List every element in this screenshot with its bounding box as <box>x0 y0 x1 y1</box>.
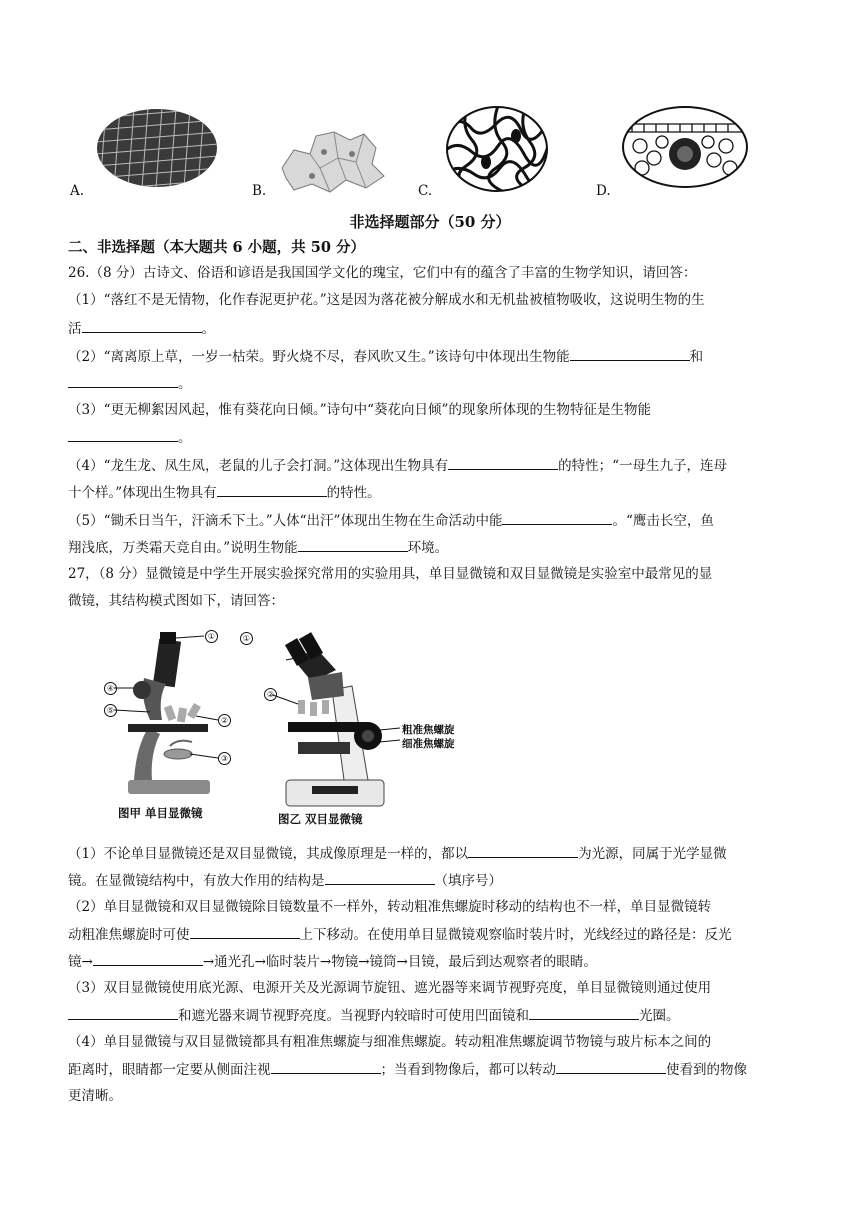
marker-1-binocular: ① <box>240 632 253 645</box>
option-d-image <box>622 106 748 192</box>
option-b-label: B. <box>252 183 267 199</box>
q27-part2-line1: （2）单目显微镜和双目显微镜除目镜数量不一样外，转动粗准焦螺旋时移动的结构也不一样，单目显微镜转 <box>68 899 712 915</box>
option-c-image <box>446 106 548 196</box>
answer-blank[interactable] <box>271 1059 381 1074</box>
q26-part2-line1: （2）“离离原上草，一岁一枯荣。野火烧不尽，春风吹又生。”该诗句中体现出生物能 和 <box>68 346 798 367</box>
monocular-microscope-figure <box>100 628 230 802</box>
answer-blank[interactable] <box>448 455 558 470</box>
answer-blank[interactable] <box>82 318 202 333</box>
marker-5: ⑤ <box>104 704 117 717</box>
answer-blank[interactable] <box>325 870 435 885</box>
answer-blank[interactable] <box>529 1005 639 1020</box>
q27-part4-line2: 距离时，眼睛都一定要从侧面注视 ；当看到物像后，都可以转动 使看到的物像 <box>68 1059 798 1080</box>
option-a-label: A. <box>70 183 85 199</box>
option-c-label: C. <box>418 183 433 199</box>
part-title: 二、非选择题（本大题共 6 小题，共 50 分） <box>68 239 365 256</box>
q27-part3-line1: （3）双目显微镜使用底光源、电源开关及光源调节旋钮、遮光器等来调节视野亮度，单目显微镜则通过使用 <box>68 980 712 996</box>
answer-blank[interactable] <box>93 951 203 966</box>
answer-blank[interactable] <box>68 373 178 388</box>
q26-part1-line2: 活 。 <box>68 318 798 339</box>
q27-part3-line2: 和遮光器来调节视野亮度。当视野内较暗时可使用凹面镜和 光圈。 <box>68 1005 798 1026</box>
answer-blank[interactable] <box>502 510 612 525</box>
q27-stem-line1: 27，（8 分）显微镜是中学生开展实验探究常用的实验用具，单目显微镜和双目显微镜是实验室中最常见的显 <box>68 566 713 582</box>
q26-stem: 26.（8 分）古诗文、俗语和谚语是我国国学文化的瑰宝，它们中有的蕴含了丰富的生物学知识，请回答： <box>68 265 697 281</box>
option-a-image <box>96 108 218 192</box>
marker-4: ④ <box>104 682 117 695</box>
q27-part4-line1: （4）单目显微镜与双目显微镜都具有粗准焦螺旋与细准焦螺旋。转动粗准焦螺旋调节物镜与玻片标本之间的 <box>68 1034 712 1050</box>
marker-3: ③ <box>218 752 231 765</box>
answer-blank[interactable] <box>68 1005 178 1020</box>
option-d-label: D. <box>596 183 611 199</box>
q26-part5-line1: （5）“锄禾日当午，汗滴禾下土。”人体“出汗”体现出生物在生命活动中能 。“鹰击长空，鱼 <box>68 510 798 531</box>
marker-1-monocular: ① <box>205 630 218 643</box>
figure-a-caption: 图甲 单目显微镜 <box>118 806 203 820</box>
section-title: 非选择题部分（50 分） <box>349 213 511 231</box>
q26-part2-line2: 。 <box>68 373 798 394</box>
q27-stem-line2: 微镜，其结构模式图如下，请回答： <box>68 593 284 609</box>
q26-part1-line1: （1）“落红不是无情物，化作春泥更护花。”这是因为落花被分解成水和无机盐被植物吸收，这说明生物的生 <box>68 292 705 308</box>
marker-2-monocular: ② <box>218 714 231 727</box>
q27-part1-line2: 镜。在显微镜结构中，有放大作用的结构是 （填序号） <box>68 870 798 891</box>
q26-part4-line1: （4）“龙生龙、凤生凤，老鼠的儿子会打洞。”这体现出生物具有 的特性；“一母生九子，连母 <box>68 455 798 476</box>
answer-blank[interactable] <box>298 537 408 552</box>
q27-part2-line3: 镜→ →通光孔→临时装片→物镜→镜筒→目镜，最后到达观察者的眼睛。 <box>68 951 798 972</box>
q27-part2-line2: 动粗准焦螺旋时可使 上下移动。在使用单目显微镜观察临时装片时，光线经过的路径是：反光 <box>68 924 798 945</box>
binocular-microscope-figure <box>272 630 402 812</box>
marker-2-binocular: ② <box>264 688 277 701</box>
answer-blank[interactable] <box>68 427 178 442</box>
answer-blank[interactable] <box>468 843 578 858</box>
fine-focus-label: 细准焦螺旋 <box>402 738 455 750</box>
answer-blank[interactable] <box>570 346 690 361</box>
q26-part5-line2: 翔浅底，万类霜天竞自由。”说明生物能 环境。 <box>68 537 798 558</box>
answer-blank[interactable] <box>217 482 327 497</box>
answer-blank[interactable] <box>190 924 300 939</box>
q27-part1-line1: （1）不论单目显微镜还是双目显微镜，其成像原理是一样的，都以 为光源，同属于光学显微 <box>68 843 798 864</box>
q26-part4-line2: 十个样。”体现出生物具有 的特性。 <box>68 482 798 503</box>
answer-blank[interactable] <box>556 1059 666 1074</box>
option-b-image <box>272 118 392 200</box>
q26-part3-line1: （3）“更无柳絮因风起，惟有葵花向日倾。”诗句中“葵花向日倾”的现象所体现的生物特征是生物能 <box>68 402 651 418</box>
q26-part3-line2: 。 <box>68 427 798 448</box>
coarse-focus-label: 粗准焦螺旋 <box>402 724 455 736</box>
q27-part4-line3: 更清晰。 <box>68 1088 122 1104</box>
figure-b-caption: 图乙 双目显微镜 <box>278 812 363 826</box>
